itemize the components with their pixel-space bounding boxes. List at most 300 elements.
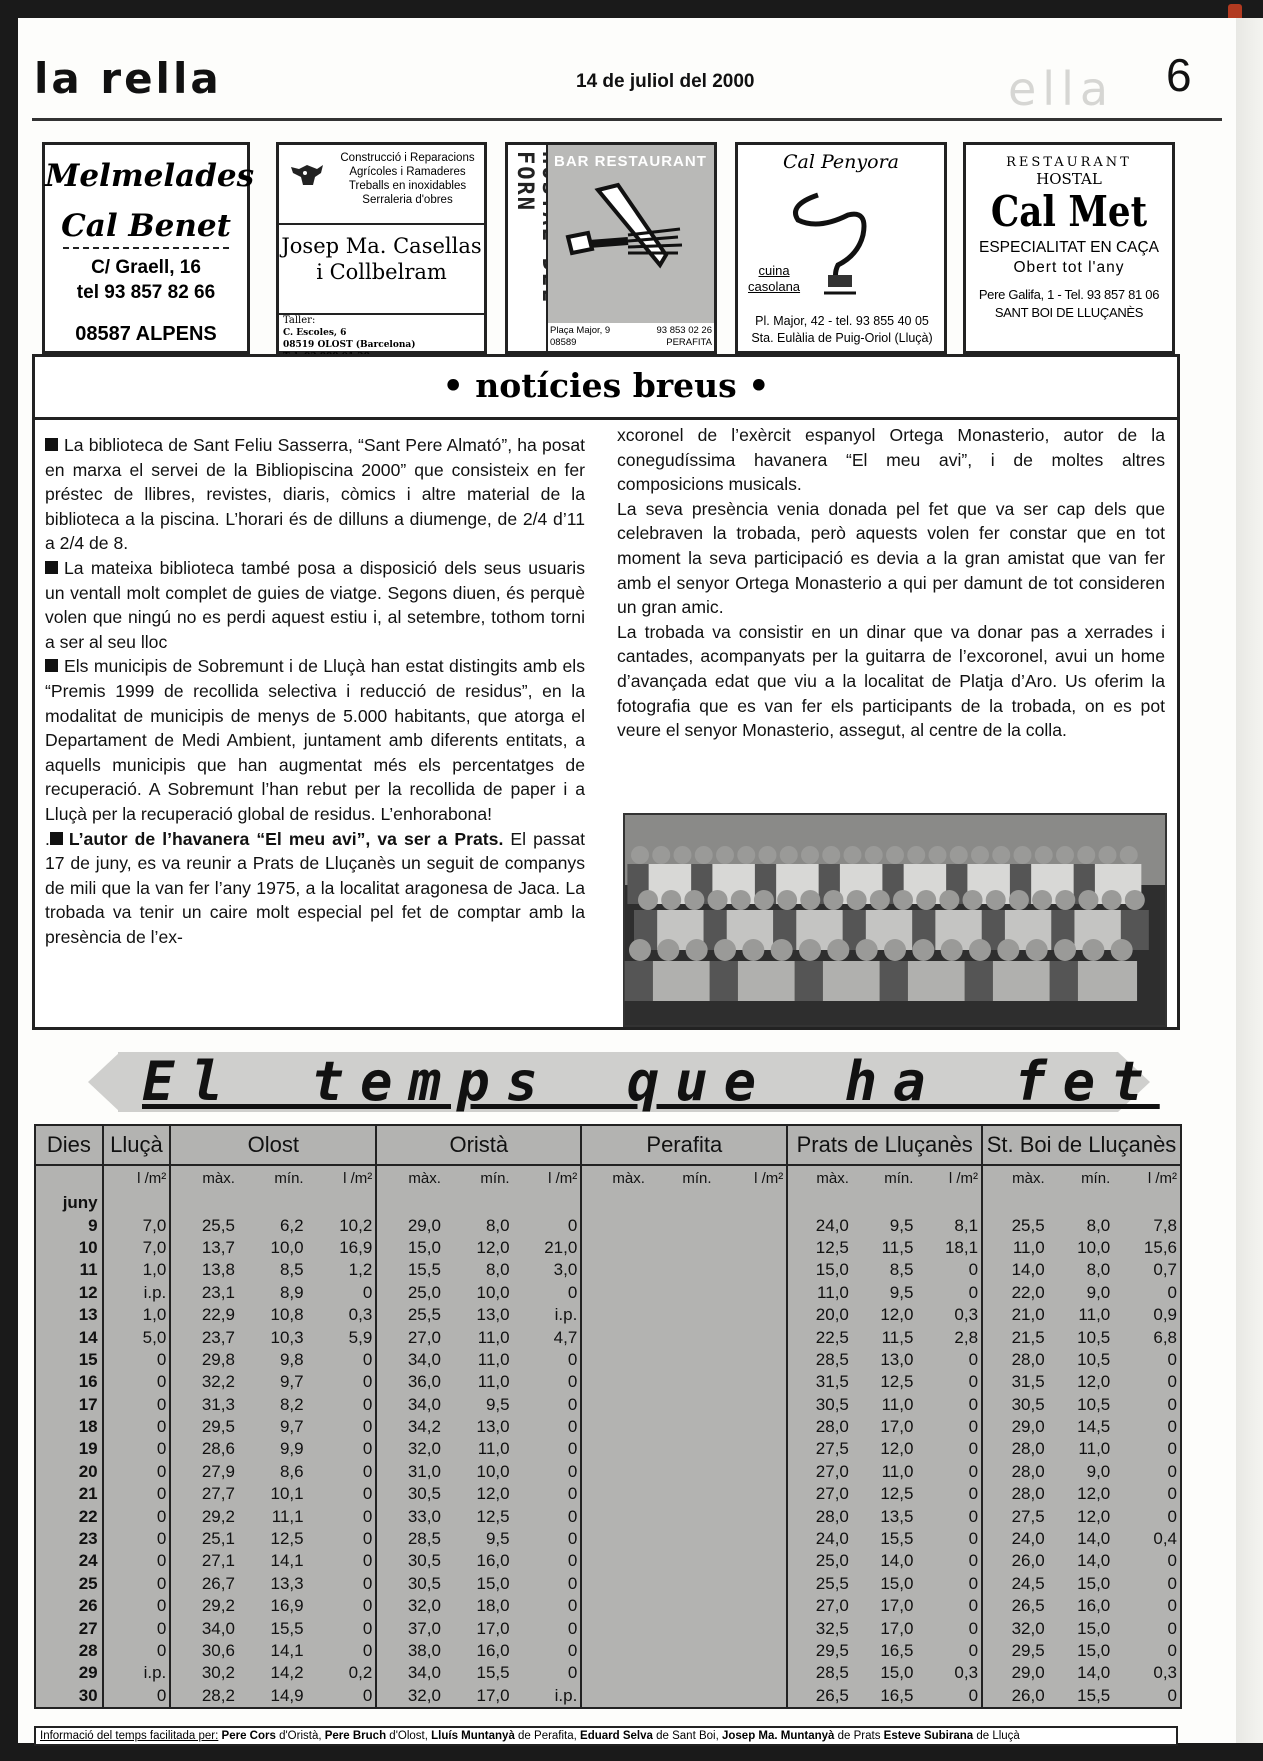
credit-place: de Prats [837, 1730, 881, 1742]
weather-cell [715, 1528, 788, 1550]
weather-row [35, 1617, 1181, 1639]
news-paragraph: La seva presència venia donada pel fet que va ser cap dels que celebraven la trobada, però aquests volen fer constar que en tot moment la seva participació es devia a la gran amistat que van fer amb el senyor Ortega Monasterio a qui per damunt de tot consideren un gran amic. [617, 498, 1165, 618]
weather-cell: 0 [362, 1461, 373, 1481]
weather-cell: 0,9 [1153, 1305, 1177, 1325]
weather-cell: 9,5 [485, 1529, 510, 1549]
news-column-left [45, 433, 585, 949]
weather-subheader-row [35, 1165, 1181, 1192]
weather-row [35, 1214, 1181, 1236]
weather-title: El temps que ha fet [142, 1050, 1160, 1113]
weather-cell: 10,5 [1077, 1394, 1111, 1414]
weather-cell: 0,3 [348, 1305, 373, 1325]
weather-cell: 0 [567, 1439, 578, 1459]
weather-cell: 10,1 [270, 1484, 304, 1504]
weather-cell: 22,9 [170, 1304, 238, 1326]
page-spine [1236, 18, 1263, 1743]
weather-cell: 24,0 [787, 1214, 852, 1236]
weather-cell: 27,0 [787, 1595, 852, 1617]
weather-cell: 12,5 [880, 1484, 914, 1504]
weather-cell [648, 1550, 715, 1572]
credit-entry [222, 1730, 322, 1742]
weather-cell [581, 1214, 648, 1236]
weather-table [34, 1124, 1182, 1709]
weather-cell [715, 1617, 788, 1639]
col-prats: Prats de Lluçanès [787, 1125, 982, 1165]
weather-cell: 11,5 [881, 1327, 914, 1347]
weather-row [35, 1371, 1181, 1393]
weather-cell [581, 1259, 648, 1281]
subheader-blank [35, 1165, 103, 1192]
weather-cell: 0 [968, 1439, 979, 1459]
weather-cell: 0 [968, 1551, 979, 1571]
subheader-max: màx. [982, 1165, 1048, 1192]
weather-cell: 30,2 [170, 1662, 238, 1684]
ad-cal-met [963, 142, 1175, 354]
weather-cell [648, 1326, 715, 1348]
ad-cal-penyora [735, 142, 947, 354]
news-item-text: Els municipis de Sobremunt i de Lluçà han estat distingits amb els “Premis 1999 de recollida selectiva i reducció de residus”, en la modalitat de municipis de menys de 5.000 habitants, que atorga el Departament de Medi Ambient, juntament amb diferents entitats, a aquells municipis que han augmentat més els percentatges de recuperació. A Sobremunt l’han rebut per la recollida de paper i a Lluçà per la recuperació global de residus. L’enhorabona! [45, 656, 585, 824]
weather-cell: 0 [968, 1529, 979, 1549]
ad-forn-postcode: 08589 [550, 337, 577, 348]
weather-row [35, 1461, 1181, 1483]
weather-cell: 32,5 [787, 1617, 852, 1639]
weather-cell: 13,3 [270, 1573, 304, 1593]
weather-cell: 17,0 [880, 1596, 914, 1616]
weather-cell: 30,5 [376, 1573, 444, 1595]
weather-cell [648, 1640, 715, 1662]
weather-row [35, 1282, 1181, 1304]
credit-place: de Perafita, [518, 1730, 577, 1742]
weather-cell: 0 [567, 1484, 578, 1504]
credit-name: Pere Bruch [321, 1730, 390, 1742]
weather-day: 25 [78, 1573, 98, 1593]
weather-cell: 0 [103, 1371, 171, 1393]
weather-cell: 29,0 [982, 1416, 1048, 1438]
weather-day: 21 [78, 1484, 98, 1504]
news-item [45, 556, 585, 654]
weather-cell: 0 [362, 1417, 373, 1437]
weather-row [35, 1573, 1181, 1595]
weather-day: 9 [88, 1215, 98, 1235]
credit-entry [719, 1730, 881, 1742]
weather-cell: 29,0 [376, 1214, 444, 1236]
weather-cell [648, 1573, 715, 1595]
weather-cell [581, 1662, 648, 1684]
weather-cell [581, 1237, 648, 1259]
ad-hostal-del-forn [505, 142, 717, 354]
subheader-rain: l /m² [548, 1170, 578, 1187]
weather-cell: 31,0 [376, 1461, 444, 1483]
weather-day: 23 [78, 1529, 98, 1549]
weather-cell: 0 [968, 1685, 979, 1705]
group-photo [623, 813, 1167, 1027]
weather-cell: 26,7 [170, 1573, 238, 1595]
weather-cell: 15,6 [1143, 1237, 1177, 1257]
bullet-square-icon [45, 561, 58, 574]
weather-cell: 0 [567, 1282, 578, 1302]
weather-cell [715, 1394, 788, 1416]
weather-cell: 0 [567, 1461, 578, 1481]
weather-cell: 25,0 [376, 1282, 444, 1304]
weather-cell: 22,0 [982, 1282, 1048, 1304]
weather-cell: 30,5 [376, 1483, 444, 1505]
weather-cell: 12,5 [270, 1529, 304, 1549]
knife-fork-icon [548, 145, 714, 323]
weather-cell [581, 1550, 648, 1572]
weather-cell: 0 [1167, 1506, 1177, 1526]
weather-cell: 9,5 [889, 1282, 914, 1302]
weather-cell: 0 [103, 1461, 171, 1483]
weather-cell: i.p. [554, 1685, 578, 1705]
credit-place: de Lluçà [976, 1730, 1020, 1742]
weather-cell: 0 [968, 1596, 979, 1616]
weather-cell: 0 [968, 1641, 979, 1660]
weather-cell: 0 [1167, 1573, 1177, 1593]
weather-cell [648, 1416, 715, 1438]
weather-cell: 12,5 [787, 1237, 852, 1259]
weather-cell: 8,0 [485, 1215, 510, 1235]
weather-cell: 11,0 [1078, 1439, 1111, 1459]
weather-cell: 0 [968, 1260, 979, 1280]
weather-cell: 0 [362, 1394, 373, 1414]
weather-day: 27 [78, 1618, 98, 1638]
weather-cell: 14,0 [1077, 1529, 1111, 1549]
weather-cell: 5,9 [348, 1327, 373, 1347]
weather-cell [715, 1685, 788, 1708]
weather-cell: 0 [1167, 1439, 1177, 1459]
weather-cell: 0 [103, 1349, 171, 1371]
weather-cell: 13,5 [880, 1506, 914, 1526]
subheader-rain: l /m² [103, 1165, 171, 1192]
ad-forn-address: Plaça Major, 9 [550, 325, 611, 336]
subheader-min: mín. [682, 1170, 712, 1187]
weather-cell: 15,5 [1077, 1685, 1111, 1705]
col-orista: Oristà [376, 1125, 581, 1165]
weather-cell: 8,0 [485, 1260, 510, 1280]
weather-cell: 14,2 [270, 1663, 304, 1683]
weather-cell: 0 [362, 1685, 373, 1705]
weather-cell: 0 [103, 1416, 171, 1438]
weather-cell: 14,0 [880, 1551, 914, 1571]
ad-penyora-address-2: Sta. Eulàlia de Puig-Oriol (Lluçà) [751, 331, 933, 345]
weather-cell: 28,0 [982, 1461, 1048, 1483]
weather-cell: 9,5 [889, 1215, 914, 1235]
bullet-square-icon [45, 659, 58, 672]
ad-calmet-name: Cal Met [990, 187, 1148, 236]
weather-row [35, 1326, 1181, 1348]
weather-cell [648, 1438, 715, 1460]
weather-cell: 10,0 [270, 1237, 304, 1257]
weather-cell: 0 [968, 1282, 979, 1302]
weather-cell: 0 [1167, 1372, 1177, 1392]
weather-row [35, 1438, 1181, 1460]
weather-cell: 16,0 [476, 1641, 510, 1660]
weather-cell: 0 [968, 1461, 979, 1481]
weather-cell [715, 1438, 788, 1460]
ad-forn-image [548, 145, 714, 323]
weather-cell: 10,0 [476, 1461, 510, 1481]
weather-cell: 14,0 [1077, 1663, 1111, 1683]
weather-cell [581, 1438, 648, 1460]
ad-melmelades-name-1: Melmelades [45, 158, 255, 194]
credit-entry [577, 1730, 719, 1742]
subheader-max: màx. [376, 1165, 444, 1192]
weather-cell: 26,0 [982, 1685, 1048, 1708]
weather-cell [581, 1617, 648, 1639]
weather-cell: 0 [362, 1506, 373, 1526]
weather-cell: 0 [362, 1372, 373, 1392]
weather-cell: 12,0 [880, 1305, 914, 1325]
weather-cell: 6,8 [1153, 1327, 1177, 1347]
weather-cell: 0 [103, 1640, 171, 1662]
weather-cell: 28,6 [170, 1438, 238, 1460]
weather-cell: 0 [567, 1663, 578, 1683]
weather-cell [715, 1483, 788, 1505]
weather-cell: 0 [103, 1595, 171, 1617]
weather-cell: 34,0 [376, 1394, 444, 1416]
weather-cell: 0 [103, 1573, 171, 1595]
weather-cell [715, 1282, 788, 1304]
ad-calmet-specialty: ESPECIALITAT EN CAÇA [978, 239, 1160, 256]
weather-cell: 0 [362, 1484, 373, 1504]
ad-casellas-name-2: i Collbelram [316, 260, 447, 284]
weather-day: 26 [78, 1596, 98, 1616]
ad-casellas-service-2: Agrícoles i Ramaderes [349, 166, 466, 178]
weather-cell: 11,0 [787, 1282, 852, 1304]
weather-cell: 28,5 [376, 1528, 444, 1550]
weather-cell: 13,0 [476, 1305, 510, 1325]
news-column-right [617, 423, 1165, 743]
weather-cell: 8,5 [889, 1260, 914, 1280]
weather-cell: 0 [1167, 1618, 1177, 1638]
weather-cell: 38,0 [376, 1640, 444, 1662]
weather-cell: 9,8 [279, 1349, 304, 1369]
weather-cell: 14,9 [270, 1685, 304, 1705]
weather-cell: 12,5 [476, 1506, 510, 1526]
weather-cell: 27,0 [376, 1326, 444, 1348]
weather-row [35, 1394, 1181, 1416]
weather-cell [648, 1394, 715, 1416]
weather-cell [581, 1685, 648, 1708]
weather-cell: 0,3 [954, 1305, 979, 1325]
weather-cell: 34,2 [376, 1416, 444, 1438]
weather-cell: 13,0 [880, 1349, 914, 1369]
weather-cell: 0 [1167, 1551, 1177, 1571]
weather-cell: 12,0 [476, 1484, 510, 1504]
weather-cell: 16,0 [476, 1551, 510, 1571]
weather-day: 29 [78, 1663, 98, 1683]
weather-cell: 11,0 [881, 1461, 914, 1481]
weather-cell: 9,7 [279, 1417, 304, 1437]
ad-calmet-town: SANT BOI DE LLUÇANÈS [994, 305, 1144, 320]
weather-cell: 0 [567, 1506, 578, 1526]
weather-cell: 25,5 [376, 1304, 444, 1326]
subheader-max: màx. [581, 1165, 648, 1192]
weather-cell: 16,0 [1077, 1596, 1111, 1616]
weather-row [35, 1662, 1181, 1684]
weather-cell: 0 [362, 1349, 373, 1369]
weather-cell: 12,0 [476, 1237, 510, 1257]
weather-cell: 0,4 [1153, 1529, 1177, 1549]
weather-cell: 29,8 [170, 1349, 238, 1371]
weather-cell: 0,7 [1153, 1260, 1177, 1280]
weather-cell [581, 1461, 648, 1483]
weather-cell: 16,5 [880, 1641, 914, 1660]
weather-cell: 0 [567, 1551, 578, 1571]
news-item-heading: L’autor de l’havanera “El meu avi”, va ser a Prats. [68, 828, 504, 849]
weather-cell: 30,5 [982, 1394, 1048, 1416]
ad-casellas-service-3: Treballs en inoxidables [348, 180, 467, 192]
weather-cell: 0 [567, 1641, 578, 1660]
credit-place: de Sant Boi, [656, 1730, 719, 1742]
masthead: la rella [34, 54, 222, 103]
weather-cell: 0 [968, 1484, 979, 1504]
weather-cell: 0 [567, 1596, 578, 1616]
weather-row [35, 1483, 1181, 1505]
weather-cell: 24,0 [982, 1528, 1048, 1550]
weather-cell: 31,5 [787, 1371, 852, 1393]
weather-cell [581, 1483, 648, 1505]
month-label: juny [62, 1193, 98, 1213]
weather-row [35, 1550, 1181, 1572]
weather-cell: 32,0 [376, 1685, 444, 1708]
ad-forn-vertical-band [508, 145, 548, 351]
weather-cell: 27,1 [170, 1550, 238, 1572]
weather-title-banner [88, 1046, 1158, 1118]
weather-cell: 28,5 [787, 1662, 852, 1684]
weather-cell: 26,5 [787, 1685, 852, 1708]
weather-cell: 23,1 [170, 1282, 238, 1304]
weather-cell [648, 1371, 715, 1393]
weather-cell: 0 [1167, 1641, 1177, 1660]
weather-cell: 7,0 [103, 1237, 171, 1259]
weather-cell: 27,9 [170, 1461, 238, 1483]
news-item [45, 433, 585, 556]
weather-cell: 12,0 [1077, 1372, 1111, 1392]
weather-cell: 11,0 [982, 1237, 1048, 1259]
weather-cell: 36,0 [376, 1371, 444, 1393]
weather-cell: 31,5 [982, 1371, 1048, 1393]
credit-name: Eduard Selva [576, 1730, 657, 1742]
weather-cell: 14,1 [270, 1551, 304, 1571]
weather-cell: 25,1 [170, 1528, 238, 1550]
weather-cell: 9,0 [1086, 1461, 1111, 1481]
weather-cell: 25,5 [787, 1573, 852, 1595]
ad-casellas-town: 08519 OLOST (Barcelona) [283, 340, 416, 350]
weather-cell: 16,9 [270, 1596, 304, 1616]
weather-cell: 8,9 [279, 1282, 304, 1302]
weather-cell: 27,0 [787, 1483, 852, 1505]
weather-cell: 14,5 [1077, 1417, 1111, 1437]
weather-cell [715, 1304, 788, 1326]
weather-cell: 8,5 [279, 1260, 304, 1280]
weather-cell [648, 1483, 715, 1505]
weather-cell: 0 [567, 1529, 578, 1549]
weather-day: 30 [78, 1685, 98, 1705]
cow-head-icon [287, 159, 327, 189]
weather-day: 10 [78, 1237, 98, 1257]
news-item [45, 654, 585, 826]
weather-cell: 17,0 [880, 1618, 914, 1638]
ad-melmelades-town: 08587 ALPENS [75, 323, 217, 345]
weather-cell: 1,2 [348, 1260, 373, 1280]
weather-cell: 27,5 [982, 1505, 1048, 1527]
ad-casellas-street: C. Escoles, 6 [283, 328, 347, 338]
weather-cell: 28,5 [787, 1349, 852, 1371]
weather-cell [648, 1259, 715, 1281]
weather-cell: 11,0 [881, 1394, 914, 1414]
subheader-rain: l /m² [948, 1170, 979, 1187]
weather-cell: 31,3 [170, 1394, 238, 1416]
ad-forn-address-block [550, 325, 712, 349]
weather-cell: 27,5 [787, 1438, 852, 1460]
weather-day: 19 [78, 1439, 98, 1459]
weather-row [35, 1416, 1181, 1438]
ad-casellas-service-4: Serraleria d'obres [362, 194, 453, 206]
weather-cell: 9,0 [1086, 1282, 1111, 1302]
weather-cell: 22,5 [787, 1326, 852, 1348]
weather-credits [34, 1726, 1178, 1746]
ad-penyora-address-1: Pl. Major, 42 - tel. 93 855 40 05 [755, 314, 929, 328]
weather-cell: 0 [968, 1372, 979, 1392]
ad-melmelades-cal-benet [42, 142, 255, 354]
weather-cell: 6,2 [279, 1215, 304, 1235]
ad-calmet-open: Obert tot l'any [1013, 259, 1125, 276]
weather-cell: 30,6 [170, 1640, 238, 1662]
weather-cell: 25,0 [787, 1550, 852, 1572]
weather-cell: 10,5 [1077, 1327, 1111, 1347]
weather-cell: 9,7 [279, 1372, 304, 1392]
weather-cell: 0 [968, 1349, 979, 1369]
weather-cell: 0 [103, 1394, 171, 1416]
weather-cell: 0 [362, 1439, 373, 1459]
news-item-text: La mateixa biblioteca també posa a disposició dels seus usuaris un ventall molt complet de guies de viatge. Segons diuen, és perquè volen que ningú no es perdi aquest estiu i, al setembre, tothom torni a ser al seu lloc [45, 557, 585, 652]
weather-cell: 7,8 [1153, 1215, 1177, 1235]
weather-day: 14 [78, 1327, 98, 1347]
weather-cell [648, 1528, 715, 1550]
weather-cell: 0 [567, 1215, 578, 1235]
weather-cell: 9,5 [485, 1394, 510, 1414]
weather-cell: 11,0 [477, 1439, 510, 1459]
weather-cell: 21,0 [544, 1237, 578, 1257]
weather-cell: 0 [103, 1505, 171, 1527]
weather-cell: 0 [1167, 1349, 1177, 1369]
weather-cell: 27,0 [787, 1461, 852, 1483]
weather-cell [648, 1282, 715, 1304]
weather-row [35, 1259, 1181, 1281]
weather-cell [715, 1259, 788, 1281]
weather-cell: 34,0 [170, 1617, 238, 1639]
weather-cell: 29,5 [170, 1416, 238, 1438]
weather-cell: 8,1 [954, 1215, 979, 1235]
weather-cell: 12,0 [880, 1439, 914, 1459]
weather-cell: 10,5 [1077, 1349, 1111, 1369]
ad-forn-town: PERAFITA [666, 337, 712, 348]
page-number: 6 [1166, 49, 1192, 101]
weather-cell: 12,0 [1077, 1484, 1111, 1504]
weather-cell: 0 [968, 1506, 979, 1526]
weather-cell [715, 1505, 788, 1527]
news-item: . L’autor de l’havanera “El meu avi”, va ser a Prats. El passat 17 de juny, es va reunir a Prats de Lluçanès un seguit de companys de mili que la van fer l’any 1975, a la localitat aragonesa de Jaca. La trobada va tenir un caire molt especial pel fet de comptar amb la presència de l’ex- [45, 828, 585, 947]
credits-label: Informació del temps facilitada per: [40, 1730, 219, 1742]
ad-penyora-name: Cal Penyora [783, 151, 899, 173]
weather-cell: 37,0 [376, 1617, 444, 1639]
ad-penyora-address [744, 313, 940, 347]
weather-cell [715, 1416, 788, 1438]
weather-group-header-row [35, 1125, 1181, 1165]
weather-cell: 28,0 [982, 1349, 1048, 1371]
ad-calmet-restaurant: RESTAURANT [1006, 155, 1132, 170]
